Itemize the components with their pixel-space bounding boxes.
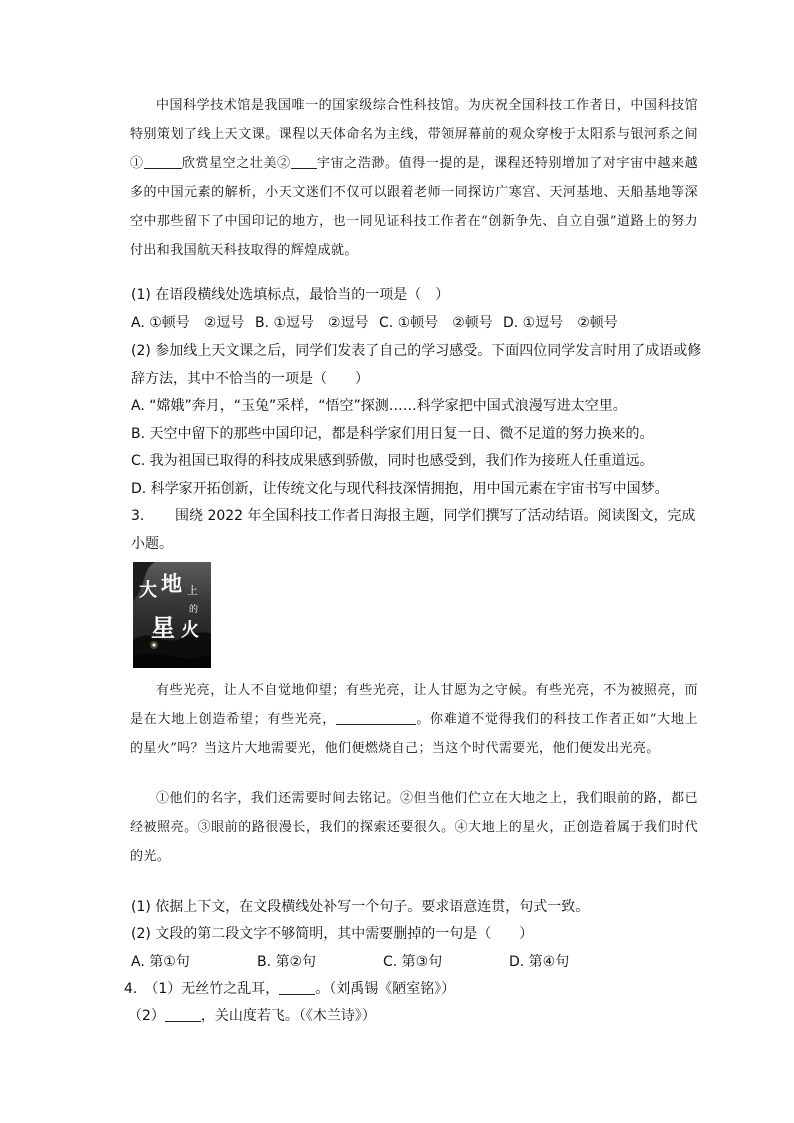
blank-4[interactable] bbox=[279, 980, 315, 995]
passage-2-part-b: 。你难道不觉得我们的科技工作者正如“大地上的星火”吗？当这片大地需要光，他们便燃烧自己；当这个时代需要光，他们便发出光亮。 bbox=[130, 712, 698, 756]
blank-2[interactable] bbox=[291, 155, 317, 169]
q3-2-option-a[interactable]: A. 第①句 bbox=[131, 954, 190, 970]
passage-1 bbox=[130, 91, 698, 265]
question-4-1 bbox=[124, 976, 455, 1003]
passage-2 bbox=[130, 676, 698, 763]
blank-1[interactable] bbox=[144, 155, 182, 169]
passage-3: ①他们的名字，我们还需要时间去铭记。②但当他们伫立在大地之上，我们眼前的路，都已经被照亮。③眼前的路很漫长，我们的探索还要很久。④大地上的星火，正创造着属于我们时代的光。 bbox=[130, 791, 698, 864]
q4-1-suffix: 。（刘禹锡《陋室铭》） bbox=[315, 981, 456, 997]
passage-2-part-a: 有些光亮，让人不自觉地仰望；有些光亮，让人甘愿为之守候。有些光亮，不为被照亮，而是在大地上创造希望；有些光亮， bbox=[130, 683, 698, 727]
poster-title-char: 火 bbox=[181, 620, 199, 641]
passage-1-part-a: 中国科学技术馆是我国唯一的国家级综合性科技馆。为庆祝全国科技工作者日，中国科技馆特别策划了线上天文课。课程以天体命名为主线，带领屏幕前的观众穿梭于太阳系与银河系之间① bbox=[130, 98, 698, 171]
q1-option-a[interactable]: A. ①顿号 ②逗号 bbox=[131, 315, 245, 331]
poster-title-char: 地 bbox=[161, 571, 182, 596]
q1-option-b[interactable]: B. ①逗号 ②逗号 bbox=[255, 315, 369, 331]
poster-image bbox=[133, 562, 211, 668]
q1-option-c[interactable]: C. ①顿号 ②顿号 bbox=[379, 315, 493, 331]
q4-1-prefix: 4. （1）无丝竹之乱耳， bbox=[124, 981, 280, 997]
q2-option-a[interactable]: A. “嫦娥”奔月，“玉兔”采样，“悟空”探测……科学家把中国式浪漫写进太空里。 bbox=[131, 398, 627, 414]
q3-2-option-c[interactable]: C. 第③句 bbox=[383, 954, 443, 970]
passage-1-part-c: 宇宙之浩渺。值得一提的是，课程还特别增加了对宇宙中越来越多的中国元素的解析，小天文迷们不仅可以跟着老师一同探访广寒宫、天河基地、天船基地等深空中那些留下了中国印记的地方，也一同见证科技工作者在“创新争先、自立自强”道路上的努力付出和我国航天科技取得的辉煌成就。 bbox=[130, 156, 698, 258]
blank-3[interactable] bbox=[336, 711, 416, 725]
question-3-line-1: 围绕 2022 年全国科技工作者日海报主题，同学们撰写了活动结语。阅读图文，完成 bbox=[175, 508, 696, 524]
q3-2-option-b[interactable]: B. 第②句 bbox=[257, 954, 317, 970]
q2-option-b[interactable]: B. 天空中留下的那些中国印记，都是科学家们用日复一日、微不足道的努力换来的。 bbox=[131, 426, 654, 442]
q1-option-d[interactable]: D. ①逗号 ②顿号 bbox=[503, 315, 618, 331]
question-1-options bbox=[131, 310, 618, 337]
q2-option-c[interactable]: C. 我为祖国已取得的科技成果感到骄傲，同时也感受到，我们作为接班人任重道远。 bbox=[131, 453, 654, 469]
q2-option-d[interactable]: D. 科学家开拓创新，让传统文化与现代科技深情拥抱，用中国元素在宇宙书写中国梦。 bbox=[131, 481, 669, 497]
question-3-1: (1) 依据上下文，在文段横线处补写一个句子。要求语意连贯，句式一致。 bbox=[131, 899, 590, 915]
q3-2-option-d[interactable]: D. 第④句 bbox=[509, 954, 570, 970]
question-2-line-2: 辞方法，其中不恰当的一项是（ ） bbox=[131, 371, 369, 387]
question-3-2-options bbox=[131, 949, 569, 976]
poster-title-char: 的 bbox=[189, 605, 199, 615]
question-3-line-2: 小题。 bbox=[131, 536, 173, 552]
passage-1-part-b: 欣赏星空之壮美② bbox=[181, 156, 291, 171]
q4-2-prefix: （2） bbox=[128, 1008, 165, 1024]
blank-5[interactable] bbox=[165, 1007, 201, 1022]
question-1: (1) 在语段横线处选填标点，最恰当的一项是（ ） bbox=[131, 287, 450, 303]
poster-title-char: 星 bbox=[151, 613, 175, 642]
question-4-2 bbox=[128, 1003, 376, 1030]
question-2-line-1: (2) 参加线上天文课之后，同学们发表了自己的学习感受。下面四位同学发言时用了成语或修 bbox=[131, 343, 702, 359]
q4-2-suffix: ，关山度若飞。（《木兰诗》） bbox=[200, 1008, 376, 1024]
question-3-2: (2) 文段的第二段文字不够简明，其中需要删掉的一句是（ ） bbox=[131, 926, 534, 942]
poster-title-char: 大 bbox=[139, 580, 157, 601]
poster-title-char: 上 bbox=[187, 584, 198, 597]
question-3-number: 3. bbox=[131, 508, 145, 524]
